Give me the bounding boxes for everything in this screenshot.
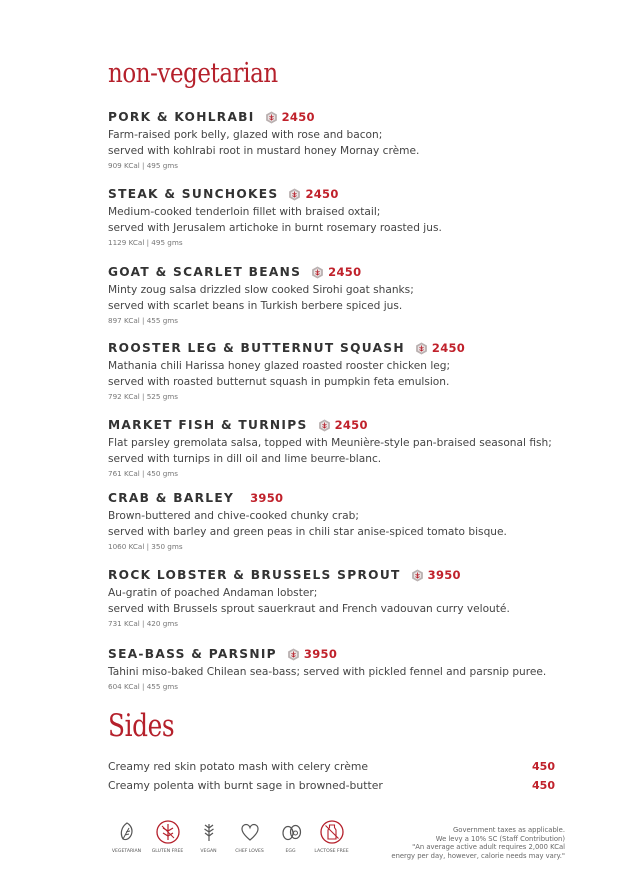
dish-nutrition: 761 KCal | 450 gms (108, 469, 179, 478)
description-line: Medium-cooked tenderloin fillet with braised oxtail; (108, 206, 381, 218)
dish-header (108, 186, 588, 202)
dish-header (108, 417, 588, 433)
dish-name: PORK & KOHLRABI (108, 110, 255, 124)
description-line: Au-gratin of poached Andaman lobster; (108, 587, 318, 599)
dish-header (108, 340, 588, 356)
legend-label: VEGETARIAN (111, 849, 142, 854)
legend-item (270, 820, 311, 855)
dish-header (108, 567, 588, 583)
description-line: Brown-buttered and chive-cooked chunky crab; (108, 510, 359, 522)
description-line: served with roasted butternut squash in pumpkin feta emulsion. (108, 376, 450, 388)
legend-item (147, 820, 188, 855)
dish-description (108, 585, 588, 617)
dish-name: ROOSTER LEG & BUTTERNUT SQUASH (108, 341, 405, 355)
dish-name: MARKET FISH & TURNIPS (108, 418, 308, 432)
dish-price: 2450 (328, 265, 362, 279)
dish-price: 2450 (334, 418, 368, 432)
dish-item (108, 567, 588, 630)
legend-item (229, 820, 270, 855)
tax-note (345, 826, 565, 860)
dish-price: 3950 (427, 568, 461, 582)
description-line: Flat parsley gremolata salsa, topped with Meunière-style pan-braised seasonal fish; (108, 437, 552, 449)
legend-item (188, 820, 229, 855)
tax-note-line: We levy a 10% SC (Staff Contribution) (435, 834, 565, 843)
gluten-free-icon (156, 820, 180, 844)
lactose-free-icon (320, 820, 344, 844)
description-line: Tahini miso-baked Chilean sea-bass; served with pickled fennel and parsnip puree. (108, 666, 547, 678)
dish-price: 2450 (305, 187, 339, 201)
vegetarian-leaf-icon (115, 820, 139, 844)
gluten-free-badge-icon (311, 266, 324, 279)
dish-name: CRAB & BARLEY (108, 491, 235, 505)
dish-price: 2450 (431, 341, 466, 355)
legend-label: EGG (285, 849, 296, 854)
legend-label: GLUTEN FREE (151, 849, 184, 854)
dietary-legend (106, 820, 352, 855)
dish-item (108, 646, 588, 693)
gluten-free-badge-icon (287, 648, 300, 661)
dish-item (108, 340, 588, 403)
description-line: served with scarlet beans in Turkish berbere spiced jus. (108, 300, 403, 312)
dish-description (108, 282, 588, 314)
side-name: Creamy red skin potato mash with celery crème (108, 760, 368, 773)
non-vegetarian-title: non-vegetarian (108, 58, 278, 89)
tax-note-line: energy per day, however, calorie needs may vary." (391, 851, 565, 860)
dish-price: 2450 (281, 110, 315, 124)
dish-nutrition: 792 KCal | 525 gms (108, 392, 179, 401)
legend-label: CHEF LOVES (235, 849, 264, 854)
description-line: Minty zoug salsa drizzled slow cooked Sirohi goat shanks; (108, 284, 414, 296)
dish-item (108, 186, 588, 249)
description-line: served with kohlrabi root in mustard honey Mornay crème. (108, 145, 420, 157)
dish-header (108, 109, 588, 125)
dish-name: GOAT & SCARLET BEANS (108, 265, 302, 279)
dish-name: SEA-BASS & PARSNIP (108, 647, 277, 661)
dish-description (108, 204, 588, 236)
legend-item (106, 820, 147, 855)
tax-note-line: Government taxes as applicable. (453, 826, 565, 834)
legend-label: LACTOSE FREE (314, 849, 349, 854)
dish-description (108, 435, 588, 467)
dish-item (108, 417, 588, 480)
dish-name: STEAK & SUNCHOKES (108, 187, 279, 201)
dish-description (108, 358, 588, 390)
chef-loves-heart-icon (238, 820, 262, 844)
gluten-free-badge-icon (318, 419, 331, 432)
dish-nutrition: 897 KCal | 455 gms (108, 316, 179, 325)
dish-description (108, 664, 588, 680)
description-line: Mathania chili Harissa honey glazed roasted rooster chicken leg; (108, 360, 451, 372)
side-price: 450 (532, 779, 555, 792)
dish-header (108, 490, 588, 506)
egg-icon (279, 820, 303, 844)
gluten-free-badge-icon (288, 188, 301, 201)
gluten-free-badge-icon (411, 569, 424, 582)
dish-name: ROCK LOBSTER & BRUSSELS SPROUT (108, 568, 401, 582)
tax-note-line: "An average active adult requires 2,000 KCal (412, 843, 565, 852)
dish-price: 3950 (250, 491, 284, 505)
dish-price: 3950 (303, 647, 338, 661)
side-price: 450 (532, 760, 555, 773)
dish-item (108, 490, 588, 553)
dish-header (108, 264, 588, 280)
vegan-icon (197, 820, 221, 844)
description-line: served with barley and green peas in chili star anise-spiced tomato bisque. (108, 526, 507, 538)
dish-nutrition: 604 KCal | 455 gms (108, 682, 179, 691)
description-line: served with Brussels sprout sauerkraut and French vadouvan curry velouté. (108, 603, 510, 615)
dish-item (108, 264, 588, 327)
description-line: served with turnips in dill oil and lime beurre-blanc. (108, 453, 382, 465)
dish-description (108, 508, 588, 540)
dish-description (108, 127, 588, 159)
dish-nutrition: 1060 KCal | 350 gms (108, 542, 183, 551)
sides-title: Sides (108, 708, 175, 744)
dish-nutrition: 1129 KCal | 495 gms (108, 238, 183, 247)
dish-header (108, 646, 588, 662)
gluten-free-badge-icon (415, 342, 428, 355)
description-line: Farm-raised pork belly, glazed with rose and bacon; (108, 129, 383, 141)
legend-label: VEGAN (200, 849, 217, 854)
dish-item (108, 109, 588, 172)
gluten-free-badge-icon (265, 111, 278, 124)
side-name: Creamy polenta with burnt sage in browned-butter (108, 779, 383, 792)
side-item (108, 760, 555, 773)
dish-nutrition: 909 KCal | 495 gms (108, 161, 179, 170)
side-item (108, 779, 555, 792)
dish-nutrition: 731 KCal | 420 gms (108, 619, 179, 628)
description-line: served with Jerusalem artichoke in burnt rosemary roasted jus. (108, 222, 442, 234)
